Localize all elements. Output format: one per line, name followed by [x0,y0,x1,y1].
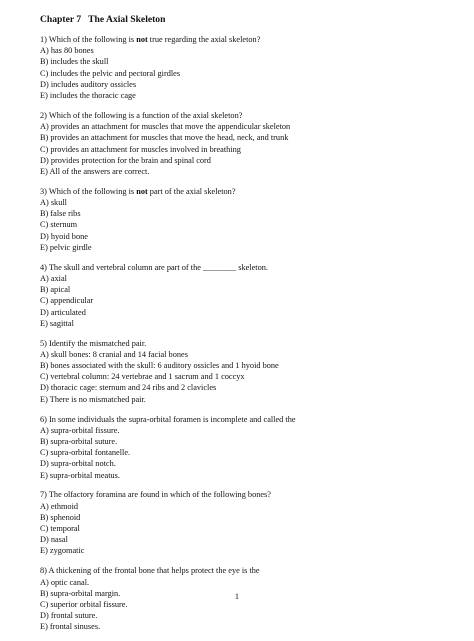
answer-option: A) ethmoid [40,501,79,511]
answer-option: D) includes auditory ossicles [40,79,137,89]
question-item [40,110,440,177]
answer-option: C) sternum [40,220,78,230]
answer-option: A) has 80 bones [40,46,94,56]
answer-option: B) supra-orbital suture. [40,436,118,446]
chapter-title: Chapter 7 The Axial Skeleton [40,14,166,25]
answer-option: B) false ribs [40,209,81,219]
question-list [40,34,440,633]
answer-option: E) pelvic girdle [40,242,92,252]
question-text: A thickening of the frontal bone that helps protect the eye is the [48,566,260,576]
answer-option: B) bones associated with the skull: 6 auditory ossicles and 1 hyoid bone [40,361,279,371]
answer-option: D) hyoid bone [40,231,88,241]
question-item [40,262,440,329]
question-text-end: true regarding the axial skeleton? [147,35,261,44]
question-text: Which of the following is [48,35,137,44]
question-stem [40,34,440,45]
answer-option: C) temporal [40,524,80,534]
question-item [40,338,440,405]
question-text-end: part of the axial skeleton? [147,186,236,196]
question-number: 1) [40,35,47,44]
page-number: 1 [234,592,240,601]
answer-option: B) provides an attachment for muscles that move the head, neck, and trunk [40,133,289,143]
question-number: 4) [40,262,47,272]
question-stem [40,565,440,576]
question-number: 7) [40,490,47,500]
answer-option: D) provides protection for the brain and spinal cord [40,155,211,165]
question-text: The olfactory foramina are found in which of the following bones? [48,490,271,500]
question-item [40,186,440,253]
question-stem [40,262,440,273]
question-item [40,489,440,556]
answer-option: B) sphenoid [40,512,81,522]
question-text: Which of the following is a function of the axial skeleton? [48,110,243,120]
question-emphasis: not [136,35,148,44]
question-emphasis: not [136,186,148,196]
answer-option: E) sagittal [40,318,74,328]
answer-option: E) frontal sinuses. [40,622,101,632]
question-number: 8) [40,566,47,576]
question-item [40,34,440,101]
answer-option: A) provides an attachment for muscles that move the appendicular skeleton [40,122,291,132]
question-number: 5) [40,338,47,348]
answer-option: E) includes the thoracic cage [40,91,136,101]
answer-option: C) includes the pelvic and pectoral girdles [40,68,181,78]
answer-option: B) includes the skull [40,57,109,67]
question-number: 6) [40,414,47,424]
answer-option: D) supra-orbital notch. [40,459,116,469]
answer-option: E) There is no mismatched pair. [40,394,146,404]
question-stem [40,338,440,349]
answer-option: C) vertebral column: 24 vertebrae and 1 sacrum and 1 coccyx [40,372,245,382]
question-stem [40,414,440,425]
question-stem [40,110,440,121]
question-text: Which of the following is [48,186,137,196]
answer-option: E) zygomatic [40,546,85,556]
question-text: Identify the mismatched pair. [49,338,147,348]
answer-option: E) All of the answers are correct. [40,166,150,176]
answer-option: A) axial [40,273,67,283]
question-text: In some individuals the supra-orbital foramen is incomplete and called the [49,414,296,424]
question-stem [40,489,440,500]
page-content [40,14,440,641]
answer-option: D) nasal [40,535,68,545]
question-stem [40,186,440,197]
answer-option: D) thoracic cage: sternum and 24 ribs and 2 clavicles [40,383,217,393]
answer-option: D) articulated [40,307,86,317]
answer-option: A) optic canal. [40,577,90,587]
answer-option: A) skull [40,198,67,208]
answer-option: E) supra-orbital meatus. [40,470,120,480]
answer-option: A) supra-orbital fissure. [40,425,120,435]
answer-option: B) apical [40,285,71,295]
answer-option: D) frontal suture. [40,611,98,621]
answer-option: C) supra-orbital fontanelle. [40,448,131,458]
answer-option: C) appendicular [40,296,94,306]
question-number: 3) [40,186,47,196]
answer-option: C) superior orbital fissure. [40,599,128,609]
answer-option: B) supra-orbital margin. [40,588,121,598]
question-item [40,414,440,481]
answer-option: C) provides an attachment for muscles involved in breathing [40,144,241,154]
question-number: 2) [40,110,47,120]
answer-option: A) skull bones: 8 cranial and 14 facial bones [40,349,188,359]
question-text: The skull and vertebral column are part of the ________ skeleton. [48,262,268,272]
